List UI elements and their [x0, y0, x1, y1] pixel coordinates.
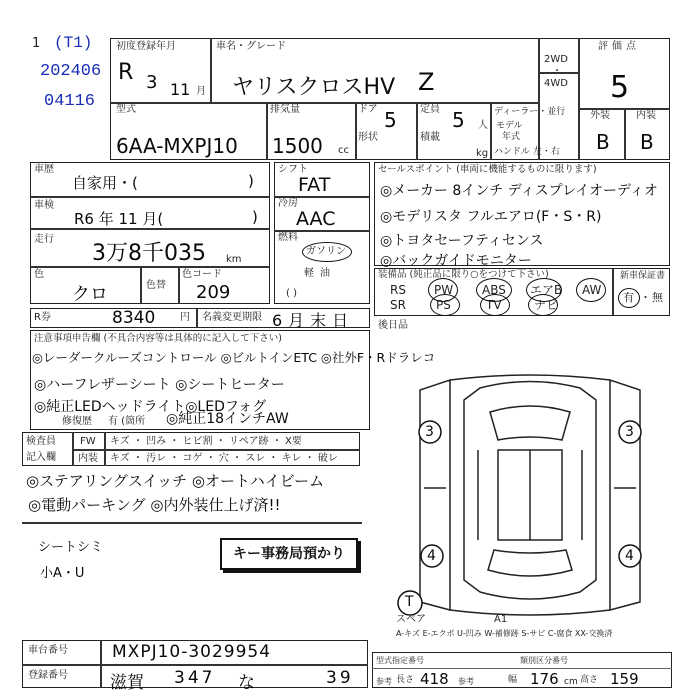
- selling-point: ◎トヨタセーフティセンス: [380, 233, 544, 249]
- key-stamp: [220, 538, 358, 570]
- inspector-label2: 記入欄: [26, 452, 56, 463]
- doors-label: ドア: [358, 104, 378, 115]
- color: クロ: [72, 284, 108, 305]
- score: 5: [610, 70, 630, 105]
- navi-circle: [528, 294, 558, 316]
- later-install-label: 後日品: [378, 320, 408, 331]
- car-name-label: 車名・グレード: [216, 41, 286, 52]
- exterior-codes: キズ ・ 凹み ・ ヒビ割 ・ リペア跡 ・ X要: [110, 436, 302, 447]
- type-category-label: 類別区分番号: [520, 656, 568, 665]
- first-reg-year: 3: [146, 72, 158, 93]
- equipment-sr: SR: [390, 298, 406, 312]
- damage-mark-front-right: 3: [625, 424, 634, 440]
- fuel-paren: ( ): [286, 288, 297, 299]
- notes-label: 注意事項申告欄 (不具合内容等は具体的に記入して下さい): [34, 333, 282, 344]
- capacity-label: 定員: [420, 104, 440, 115]
- model-label: 型式: [116, 104, 136, 115]
- history-close: ): [248, 172, 254, 190]
- first-reg-label: 初度登録年月: [116, 41, 176, 52]
- first-reg-era: R: [118, 60, 134, 85]
- model-year-label2: 年式: [502, 132, 521, 142]
- model-year-label1: モデル: [496, 121, 523, 131]
- cc-unit: cc: [338, 145, 349, 156]
- warranty-label: 新車保証書: [620, 271, 666, 281]
- inspector-fw: FW: [80, 436, 96, 447]
- tv-circle: [480, 294, 510, 316]
- exterior-label: 外装: [590, 110, 610, 121]
- fuel-gas: ガソリン: [306, 246, 346, 257]
- history-label: 車歴: [34, 164, 54, 175]
- dealer-label: ディーラー・並行: [494, 107, 566, 117]
- name-change: 6月末日: [272, 311, 355, 330]
- mileage: 3万8千035: [92, 241, 206, 266]
- equipment-aw: AW: [582, 283, 602, 297]
- lot-number: 04116: [44, 92, 96, 111]
- memo-line1: シートシミ: [38, 540, 104, 555]
- note-line: ◎レーダークルーズコントロール ◎ビルトインETC ◎社外F・Rドラレコ: [32, 350, 436, 365]
- fuel-diesel: 軽油: [304, 268, 336, 279]
- width-value: 176: [530, 670, 559, 688]
- note-line: ◎ハーフレザーシート ◎シートヒーター: [34, 377, 285, 393]
- doors: 5: [384, 108, 397, 132]
- type-designation-label: 型式指定番号: [376, 656, 424, 665]
- interior-codes: キズ ・ 汚レ ・ コゲ ・ 穴 ・ スレ ・ キレ ・ 破レ: [110, 453, 338, 464]
- displacement: 1500: [272, 134, 323, 158]
- note-line: ◎純正LEDヘッドライト◎LEDフォグ: [34, 399, 267, 415]
- selling-label: セールスポイント (車両に機能するものに限ります): [378, 164, 597, 175]
- fuel-label: 燃料: [278, 232, 298, 243]
- extra-note: ◎電動パーキング ◎内外装仕上げ済!!: [28, 496, 281, 514]
- ac-label: 冷房: [278, 198, 298, 209]
- selling-point: ◎バックガイドモニター: [380, 253, 532, 269]
- score-label: 評価点: [598, 41, 640, 52]
- drive-4wd: 4WD: [544, 78, 568, 89]
- equipment-label: 装備品 (純正品に限り○をつけて下さい): [378, 269, 549, 280]
- drive-2wd: 2WD: [544, 54, 568, 65]
- equipment-airbag: エアB: [530, 283, 563, 297]
- selling-point: ◎メーカー 8インチ ディスプレイオーディオ: [380, 183, 658, 199]
- damage-mark-rear-left: 4: [427, 548, 436, 564]
- capacity: 5: [452, 108, 465, 132]
- warranty-sep: ・: [640, 291, 651, 304]
- color-code: 209: [196, 282, 231, 303]
- interior-grade: B: [640, 130, 654, 154]
- model: 6AA-MXPJ10: [116, 134, 238, 158]
- warranty-no: 無: [652, 291, 663, 304]
- capacity-unit: 人: [478, 120, 488, 131]
- inspector-interior: 内装: [78, 453, 98, 464]
- equipment-ps: PS: [436, 298, 451, 312]
- inspector-label1: 検査員: [26, 436, 56, 447]
- shift-label: シフト: [278, 164, 308, 175]
- ac: AAC: [296, 208, 336, 230]
- color-change-label: 色替: [146, 280, 166, 291]
- equipment-rs: RS: [390, 283, 406, 297]
- inspection-label: 車検: [34, 200, 54, 211]
- grade: Z: [418, 68, 435, 96]
- key-stamp-text: キー事務局預かり: [233, 546, 345, 562]
- plate-kana: な: [238, 673, 255, 693]
- spare-mark: T: [405, 594, 414, 610]
- color-code-label: 色コード: [182, 269, 222, 280]
- damage-legend: A-キズ E-エクボ U-凹み W-補修跡 S-サビ C-腐食 XX-交換済: [396, 629, 613, 638]
- plate-label: 登録番号: [28, 670, 68, 681]
- damage-mark-rear-right: 4: [625, 548, 634, 564]
- selling-point: ◎モデリスタ フルエアロ(F・S・R): [380, 209, 602, 225]
- length-label: 長さ: [396, 675, 415, 685]
- aw-circle: [576, 278, 606, 302]
- lot-code: (T1): [54, 34, 93, 52]
- equipment-abs: ABS: [482, 283, 506, 297]
- shift: FAT: [298, 174, 331, 196]
- equipment-navi: ナビ: [534, 298, 559, 312]
- repair-value: 有 (箇所: [108, 416, 146, 427]
- warranty-yes: 有: [623, 291, 634, 304]
- first-reg-month: 11: [170, 80, 191, 99]
- chassis-label: 車台番号: [28, 645, 68, 656]
- chassis-number: MXPJ10-3029954: [112, 642, 272, 662]
- other-mark: A1: [494, 614, 508, 625]
- car-diagram: [390, 370, 670, 620]
- mileage-label: 走行: [34, 234, 54, 245]
- color-label: 色: [34, 269, 44, 280]
- first-reg-month-unit: 月: [196, 86, 206, 97]
- inspection: R6 年 11 月(: [74, 210, 164, 228]
- repair-note: ◎純正18インチAW: [166, 411, 289, 427]
- recycle-unit: 円: [180, 312, 190, 323]
- car-name: ヤリスクロスHV: [232, 75, 396, 100]
- length-value: 418: [420, 670, 449, 688]
- shape-label: 形状: [358, 132, 378, 143]
- load-label: 積載: [420, 132, 440, 143]
- recycle: 8340: [112, 308, 156, 328]
- ref-label1: 参考: [376, 677, 392, 686]
- displacement-label: 排気量: [270, 104, 300, 115]
- height-value: 159: [610, 670, 639, 688]
- width-label: 幅: [508, 675, 518, 685]
- lot-date: 202406: [40, 62, 102, 81]
- memo-line2: 小A・U: [40, 566, 85, 581]
- kg-unit: kg: [476, 148, 489, 159]
- extra-note: ◎ステアリングスイッチ ◎オートハイビーム: [26, 472, 325, 490]
- equipment-tv: TV: [486, 298, 502, 312]
- name-change-label: 名義変更期限: [202, 312, 262, 323]
- inspection-close: ): [252, 208, 258, 226]
- equipment-pw: PW: [434, 283, 454, 297]
- interior-label: 内装: [636, 110, 656, 121]
- repair-label: 修復歴: [62, 416, 92, 427]
- plate-region: 滋賀: [110, 673, 144, 693]
- lot-prefix: 1: [32, 36, 41, 51]
- ref-label2: 参考: [458, 677, 474, 686]
- recycle-label: R券: [34, 312, 51, 323]
- handle-label: ハンドル 左・右: [494, 147, 560, 157]
- cm-unit: cm: [564, 677, 578, 687]
- km-unit: km: [226, 254, 242, 265]
- plate-class: 347: [174, 668, 216, 688]
- height-label: 高さ: [580, 675, 599, 685]
- lot-header: [14, 32, 110, 120]
- history: 自家用・(: [72, 174, 138, 192]
- drive-dot: ・: [552, 66, 562, 77]
- spare-label: スペア: [396, 614, 426, 625]
- plate-number: 39: [326, 668, 354, 688]
- damage-mark-front-left: 3: [425, 424, 434, 440]
- ps-circle: [430, 294, 460, 316]
- exterior-grade: B: [596, 130, 610, 154]
